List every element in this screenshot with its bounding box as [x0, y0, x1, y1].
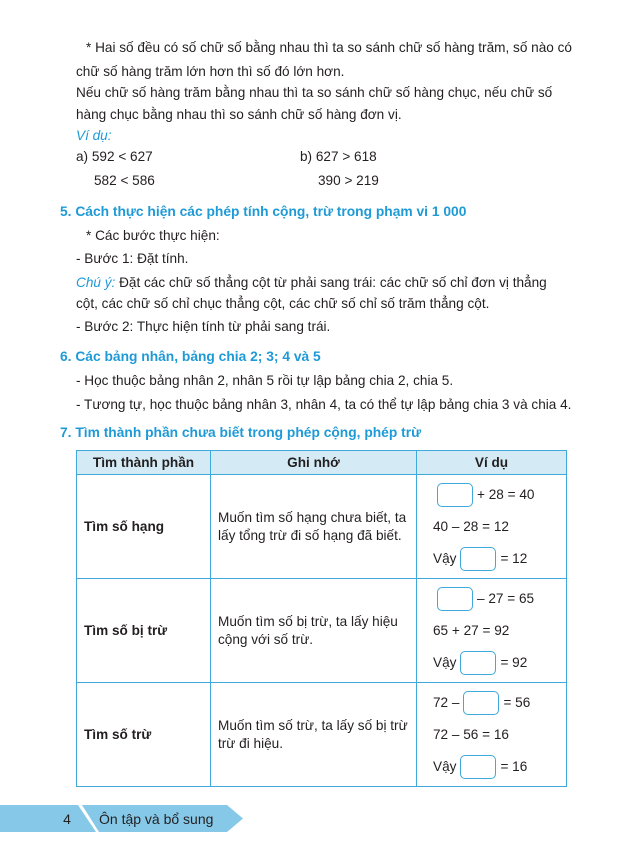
row-example	[417, 683, 567, 787]
blank-box	[460, 547, 496, 571]
page-number-tab	[0, 805, 96, 832]
table-row	[77, 579, 567, 683]
ex-text: = 16	[500, 758, 528, 774]
blank-box	[437, 483, 473, 507]
example-a1: a) 592 < 627	[76, 149, 153, 164]
row-rule: Muốn tìm số trừ, ta lấy số bị trừ trừ đi hiệu.	[211, 683, 417, 787]
ex-text: Vậy	[433, 758, 457, 774]
ex-text: + 28 = 40	[477, 486, 535, 502]
s6-line1: - Học thuộc bảng nhân 2, nhân 5 rồi tự lập bảng chia 2, chia 5.	[76, 373, 454, 388]
example-a2: 582 < 586	[94, 173, 155, 188]
table-row	[77, 475, 567, 579]
row-rule: Muốn tìm số bị trừ, ta lấy hiệu cộng với số trừ.	[211, 579, 417, 683]
ex-text: 65 + 27 = 92	[433, 622, 510, 638]
chapter-title: Ôn tập và bổ sung	[99, 811, 214, 827]
blank-box	[460, 651, 496, 675]
header-rule: Ghi nhớ	[211, 451, 417, 475]
step-2: - Bước 2: Thực hiện tính từ phải sang trái.	[76, 319, 331, 334]
ex-text: 40 – 28 = 12	[433, 518, 509, 534]
footer-banner	[0, 805, 245, 832]
ex-text: Vậy	[433, 550, 457, 566]
table-row	[77, 683, 567, 787]
step-1: - Bước 1: Đặt tính.	[76, 251, 189, 266]
row-example	[417, 475, 567, 579]
blank-box	[463, 691, 499, 715]
ex-text: 72 – 56 = 16	[433, 726, 509, 742]
ex-text: Vậy	[433, 654, 457, 670]
row-name: Tìm số bị trừ	[77, 579, 211, 683]
note-line2: cột, các chữ số chỉ chục thẳng cột, các chữ số chỉ số trăm thẳng cột.	[76, 296, 490, 311]
rule1-line1: * Hai số đều có số chữ số bằng nhau thì ta so sánh chữ số hàng trăm, số nào có	[86, 40, 572, 55]
s6-line2: - Tương tự, học thuộc bảng nhân 3, nhân 4, ta có thể tự lập bảng chia 3 và chia 4.	[76, 397, 572, 412]
steps-label: * Các bước thực hiện:	[86, 228, 220, 243]
rule2-line2: hàng chục bằng nhau thì so sánh chữ số hàng đơn vị.	[76, 107, 402, 122]
example-b1: b) 627 > 618	[300, 149, 377, 164]
ex-text: 72 –	[433, 694, 460, 710]
ex-text: – 27 = 65	[477, 590, 535, 606]
row-name: Tìm số hạng	[77, 475, 211, 579]
section-7-title: 7. Tìm thành phần chưa biết trong phép cộng, phép trừ	[60, 425, 422, 440]
rule1-line2: chữ số hàng trăm lớn hơn thì số đó lớn hơn.	[76, 64, 345, 79]
ex-text: = 56	[503, 694, 531, 710]
ex-text: = 12	[500, 550, 528, 566]
header-example: Ví dụ	[417, 451, 567, 475]
example-label: Ví dụ:	[76, 128, 112, 143]
row-rule: Muốn tìm số hạng chưa biết, ta lấy tổng trừ đi số hạng đã biết.	[211, 475, 417, 579]
unknown-component-table	[76, 450, 567, 787]
note-line1	[76, 274, 547, 292]
table-header	[77, 451, 567, 475]
example-b2: 390 > 219	[318, 173, 379, 188]
rule2-line1: Nếu chữ số hàng trăm bằng nhau thì ta so sánh chữ số hàng chục, nếu chữ số	[76, 85, 553, 100]
blank-box	[437, 587, 473, 611]
section-6-title: 6. Các bảng nhân, bảng chia 2; 3; 4 và 5	[60, 349, 321, 364]
ex-text: = 92	[500, 654, 528, 670]
row-name: Tìm số trừ	[77, 683, 211, 787]
note-label: Chú ý:	[76, 275, 116, 290]
row-example	[417, 579, 567, 683]
page-number: 4	[63, 811, 71, 827]
blank-box	[460, 755, 496, 779]
header-component: Tìm thành phần	[77, 451, 211, 475]
section-5-title: 5. Cách thực hiện các phép tính cộng, trừ trong phạm vi 1 000	[60, 204, 467, 219]
note-text: Đặt các chữ số thẳng cột từ phải sang trái: các chữ số chỉ đơn vị thẳng	[115, 275, 547, 290]
